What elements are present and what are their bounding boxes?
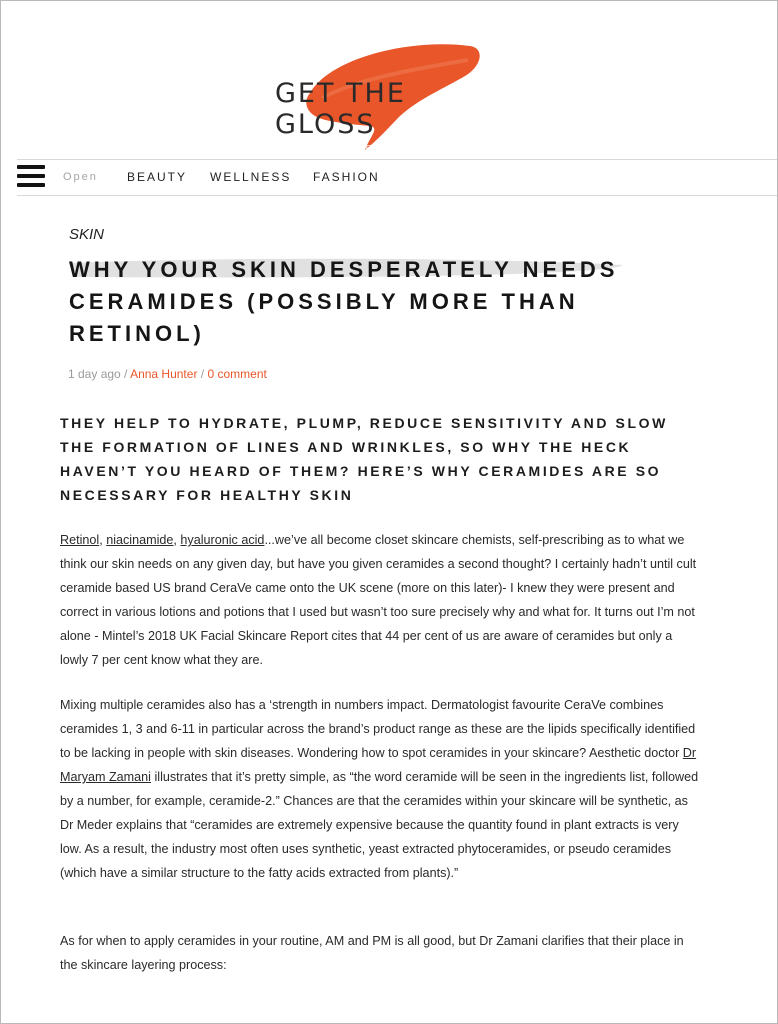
link-retinol[interactable]: Retinol [60, 533, 100, 547]
article-category[interactable]: SKIN [69, 226, 105, 243]
main-nav [17, 159, 777, 196]
text-separator: , [173, 533, 181, 547]
hamburger-menu-icon[interactable] [17, 165, 45, 187]
link-niacinamide[interactable]: niacinamide [106, 533, 174, 547]
byline-comments-link[interactable]: 0 comment [207, 367, 267, 381]
site-logo[interactable] [270, 38, 510, 164]
article-paragraph [60, 528, 700, 672]
article-title: WHY YOUR SKIN DESPERATELY NEEDS CERAMIDES (POSSIBLY MORE THAN RETINOL) [69, 257, 619, 346]
nav-item-beauty[interactable]: BEAUTY [127, 170, 188, 184]
byline-time: 1 day ago [68, 367, 121, 381]
byline-separator: / [120, 367, 131, 381]
article-paragraph: As for when to apply ceramides in your routine, AM and PM is all good, but Dr Zamani clarifies that their place in the skincare layering process: [60, 934, 684, 972]
link-hyaluronic-acid[interactable]: hyaluronic acid [180, 533, 265, 547]
link-dr-maryam-zamani[interactable]: Dr Maryam Zamani [60, 746, 697, 784]
nav-item-fashion[interactable]: FASHION [313, 170, 380, 184]
text-separator: , [99, 533, 107, 547]
paragraph-text: ...we’ve all become closet skincare chemists, self-prescribing as to what we think our skin needs on any given day, but have you given ceramides a second thought? I certainly hadn’t until cult ceramide based US brand CeraVe came onto the UK scene (more on this later)- I knew they were present and correct in various lotions and potions that I used but wasn’t too sure precisely why and what for. It turns out I’m not alone - Mintel’s 2018 UK Facial Skincare Report cites that 44 per cent of us are aware of ceramides but only a lowly 7 per cent know what they are. [60, 533, 697, 667]
nav-open-label[interactable]: Open [63, 171, 98, 183]
paragraph-text: illustrates that it’s pretty simple, as “the word ceramide will be seen in the ingredients list, followed by a number, for example, ceramide-2.” Chances are that the ceramides within your skincare will be synthetic, as Dr Meder explains that “ceramides are extremely expensive because the quantity found in plant extracts is very low. As a result, the industry most often uses synthetic, yeast extracted phytoceramides, or pseudo ceramides (which have a similar structure to the fatty acids extracted from plants).” [60, 770, 699, 880]
byline-separator: / [197, 367, 208, 381]
nav-item-wellness[interactable]: WELLNESS [210, 170, 292, 184]
article-paragraph [60, 693, 700, 885]
article-standfirst: THEY HELP TO HYDRATE, PLUMP, REDUCE SENSITIVITY AND SLOW THE FORMATION OF LINES AND WRINKLES, SO WHY THE HECK HAVEN’T YOU HEARD OF THEM? HERE’S WHY CERAMIDES ARE SO NECESSARY FOR HEALTHY SKIN [60, 415, 668, 503]
logo-title: GET THE GLOSS [275, 78, 406, 140]
paragraph-text: Mixing multiple ceramides also has a ‘strength in numbers impact. Dermatologist favourite CeraVe combines ceramides 1, 3 and 6-11 in particular across the brand’s product range as these are the lipids specifically identified to be lacking in people with skin diseases. Wondering how to spot ceramides in your skincare? Aesthetic doctor [60, 698, 696, 760]
article-byline [68, 367, 267, 381]
logo-tagline: EXPERT HEALTH AND BEAUTY [318, 144, 460, 153]
byline-author-link[interactable]: Anna Hunter [130, 367, 198, 381]
